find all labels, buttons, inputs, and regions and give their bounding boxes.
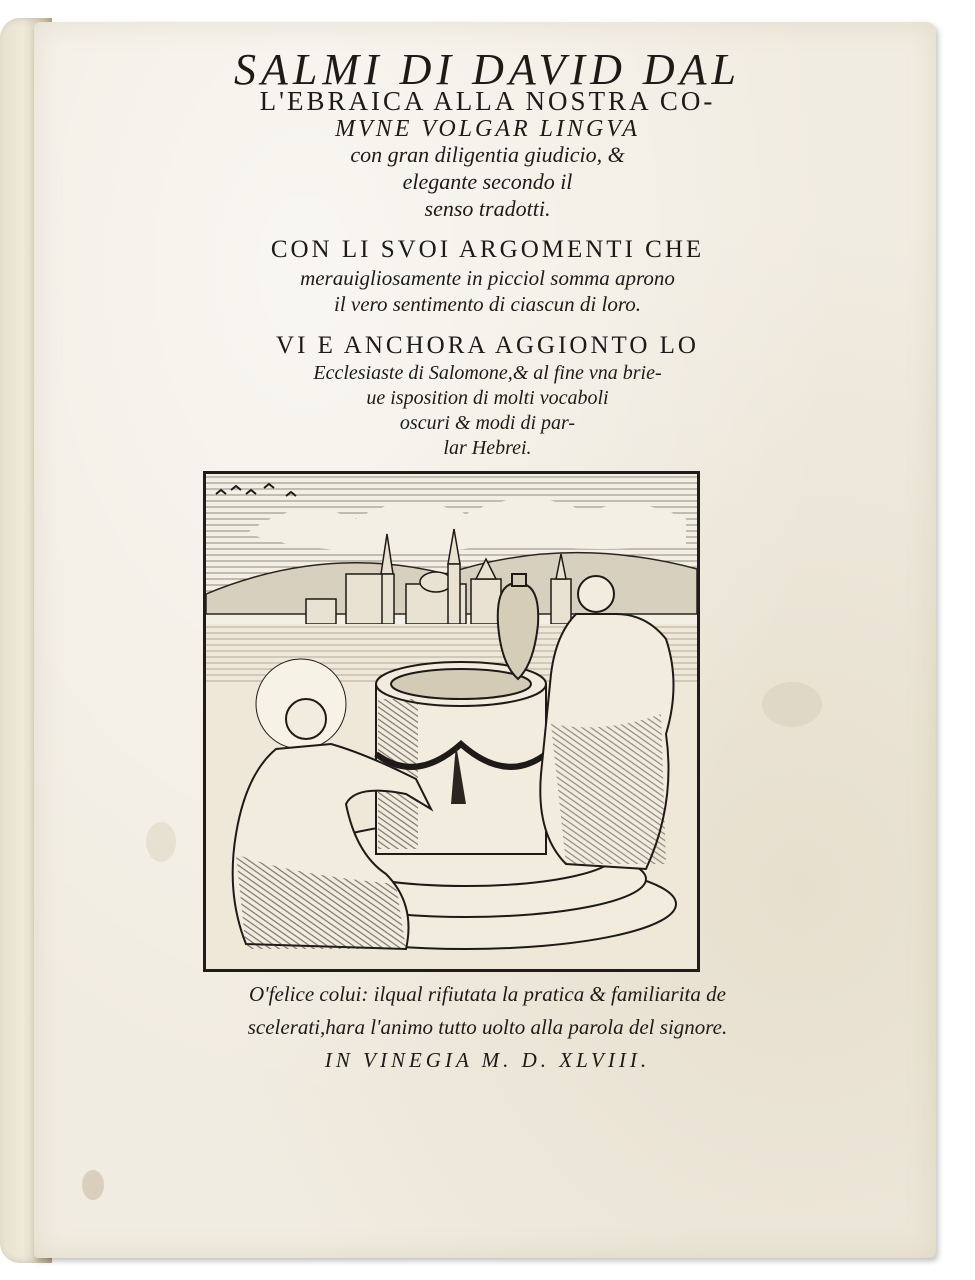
stain-mark [82, 1170, 104, 1200]
title-line-2: L'EBRAICA ALLA NOSTRA CO- [259, 86, 716, 116]
title-line-3: MVNE VOLGAR LINGVA [335, 116, 640, 142]
subtitle-line-1: CON LI SVOI ARGOMENTI CHE [270, 236, 705, 263]
stain-mark [762, 682, 822, 727]
title-line-4: con gran diligentia giudicio, & [350, 142, 625, 167]
addendum-line-3: ue isposition di molti vocaboli [366, 387, 609, 409]
addendum-line-2: Ecclesiaste di Salomone,& al fine vna brie- [313, 362, 662, 384]
title-line-6: senso tradotti. [424, 196, 551, 221]
motto-line-2: scelerati,hara l'animo tutto uolto alla parola del signore. [247, 1015, 728, 1039]
title-line-1: SALMI DI DAVID DAL [234, 45, 741, 94]
addendum-line-4: oscuri & modi di par- [399, 412, 576, 434]
addendum-line-5: lar Hebrei. [443, 437, 532, 459]
imprint-line: IN VINEGIA M. D. XLVIII. [324, 1048, 651, 1072]
subtitle-line-2: merauigliosamente in picciol somma aprono [300, 266, 675, 290]
stain-mark [146, 822, 176, 862]
woodcut-illustration [203, 471, 700, 972]
title-line-5: elegante secondo il [402, 169, 573, 194]
motto-line-1: O'felice colui: ilqual rifiutata la pratica & familiarita de [249, 982, 726, 1006]
addendum-line-1: VI E ANCHORA AGGIONTO LO [276, 332, 699, 359]
subtitle-line-3: il vero sentimento di ciascun di loro. [334, 292, 641, 316]
